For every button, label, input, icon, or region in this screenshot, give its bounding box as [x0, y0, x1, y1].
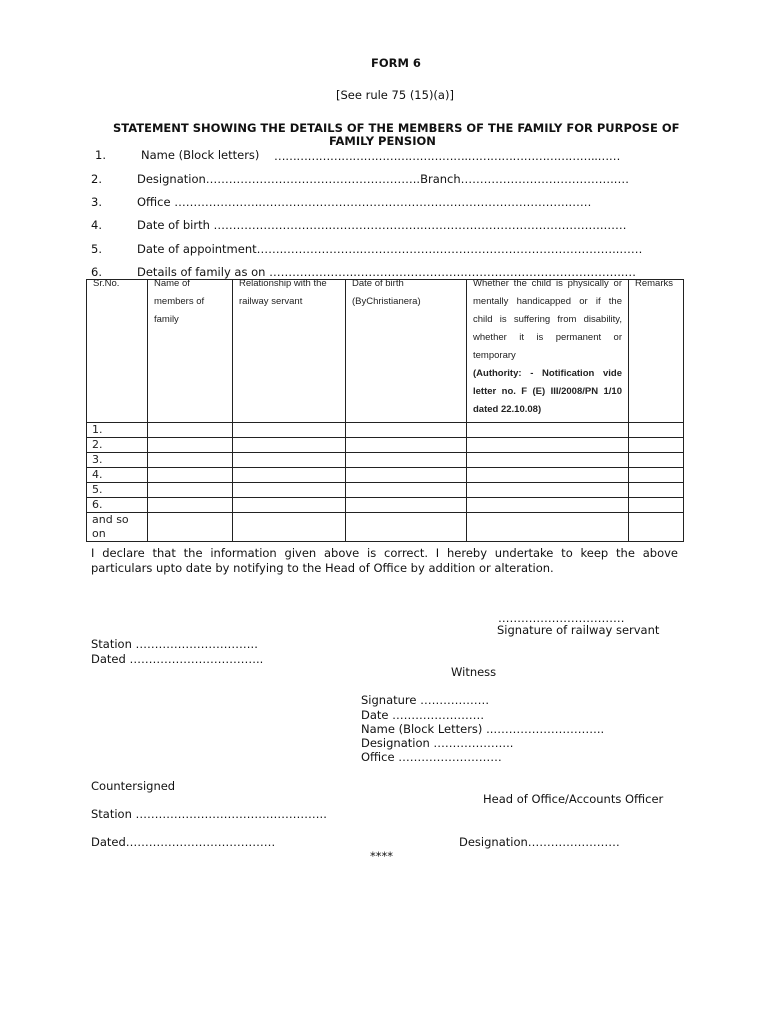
head-of-office-label: Head of Office/Accounts Officer — [483, 792, 664, 806]
row-number: 1. — [87, 423, 148, 438]
field-number: 3. — [91, 195, 102, 209]
rule-reference: [See rule 75 (15)(a)] — [336, 88, 454, 102]
cell-disability[interactable] — [467, 453, 629, 468]
field-number: 6. — [91, 265, 102, 279]
family-details-table — [86, 279, 684, 542]
countersigned-label: Countersigned — [91, 779, 176, 793]
witness-designation-field[interactable]: Designation ………………... — [361, 736, 514, 750]
row-number: 5. — [87, 483, 148, 498]
cell-relationship[interactable] — [233, 483, 346, 498]
field-label-office[interactable]: Office …………………..……………………………………………………………………..…… — [137, 195, 592, 209]
cell-name[interactable] — [148, 498, 233, 513]
station-field[interactable]: Station ………………………….. — [91, 637, 258, 651]
witness-signature-field[interactable]: Signature ……………… — [361, 693, 490, 707]
field-label-date-of-birth[interactable]: Date of birth …………………………..…………………..………………………………………..…… — [137, 218, 627, 232]
header-date-of-birth: Date of birth (ByChristianera) — [346, 280, 467, 423]
witness-date-field[interactable]: Date …………………… — [361, 708, 485, 722]
cell-name[interactable] — [148, 513, 233, 542]
cell-relationship[interactable] — [233, 423, 346, 438]
table-row — [87, 483, 684, 498]
cell-relationship[interactable] — [233, 453, 346, 468]
witness-heading: Witness — [451, 665, 497, 679]
form-title: FORM 6 — [371, 56, 421, 70]
cell-dob[interactable] — [346, 468, 467, 483]
cell-disability[interactable] — [467, 513, 629, 542]
header-disability: Whether the child is physically or mentally handicapped or if the child is suffering from disability, whether it is permanent or temporary (Authority: - Notification vide letter no. F (E) III/2008/PN 1/10 dated 22.10.08) — [467, 280, 629, 423]
table-header-row — [87, 280, 684, 423]
table-row — [87, 498, 684, 513]
cell-disability[interactable] — [467, 438, 629, 453]
cell-remarks[interactable] — [629, 438, 684, 453]
header-relationship: Relationship with the railway servant — [233, 280, 346, 423]
header-srno: Sr.No. — [87, 280, 148, 423]
row-number: 4. — [87, 468, 148, 483]
cell-name[interactable] — [148, 438, 233, 453]
cell-dob[interactable] — [346, 498, 467, 513]
cell-disability[interactable] — [467, 468, 629, 483]
cell-dob[interactable] — [346, 483, 467, 498]
field-number: 4. — [91, 218, 102, 232]
cell-name[interactable] — [148, 453, 233, 468]
cell-remarks[interactable] — [629, 423, 684, 438]
cell-disability[interactable] — [467, 483, 629, 498]
cell-disability[interactable] — [467, 498, 629, 513]
cell-relationship[interactable] — [233, 498, 346, 513]
table-row — [87, 438, 684, 453]
cell-dob[interactable] — [346, 453, 467, 468]
cell-remarks[interactable] — [629, 498, 684, 513]
cell-dob[interactable] — [346, 438, 467, 453]
row-number: 6. — [87, 498, 148, 513]
cell-relationship[interactable] — [233, 468, 346, 483]
signature-label: Signature of railway servant — [497, 623, 660, 637]
witness-office-field[interactable]: Office ……………………… — [361, 750, 502, 764]
field-dots-name[interactable]: …………………………………………….……………………………..…… — [274, 149, 621, 163]
header-name: Name of members of family — [148, 280, 233, 423]
countersign-dated-field[interactable]: Dated………………………………… — [91, 835, 276, 849]
cell-relationship[interactable] — [233, 513, 346, 542]
field-label-designation[interactable]: Designation………………………………………………..Branch…………………………………..… — [137, 172, 629, 186]
field-label-date-of-appointment[interactable]: Date of appointment……..………………..………………..………………………………………..…… — [137, 242, 643, 256]
cell-name[interactable] — [148, 483, 233, 498]
cell-dob[interactable] — [346, 423, 467, 438]
countersign-station-field[interactable]: Station ………………………………………….. — [91, 807, 327, 821]
cell-disability[interactable] — [467, 423, 629, 438]
countersign-designation-field[interactable]: Designation…………………… — [459, 835, 620, 849]
signature-dots[interactable]: …………………………… — [498, 611, 625, 625]
field-label-details-of-family[interactable]: Details of family as on …………………..………………………..…………………………………..… — [137, 265, 637, 279]
table-row — [87, 453, 684, 468]
row-number: 2. — [87, 438, 148, 453]
field-number: 2. — [91, 172, 102, 186]
end-stars: **** — [370, 849, 393, 863]
field-number: 5. — [91, 242, 102, 256]
cell-remarks[interactable] — [629, 468, 684, 483]
cell-relationship[interactable] — [233, 438, 346, 453]
cell-name[interactable] — [148, 468, 233, 483]
declaration-text: I declare that the information given above is correct. I hereby undertake to keep the above particulars upto date by notifying to the Head of Office by addition or alteration. — [91, 546, 678, 575]
cell-dob[interactable] — [346, 513, 467, 542]
row-number: 3. — [87, 453, 148, 468]
cell-name[interactable] — [148, 423, 233, 438]
table-row — [87, 468, 684, 483]
statement-heading-line2: FAMILY PENSION — [329, 134, 436, 148]
table-row — [87, 423, 684, 438]
table-row — [87, 513, 684, 542]
field-label-name: Name (Block letters) — [141, 148, 260, 162]
field-number: 1. — [95, 148, 106, 162]
row-number: and so on — [87, 513, 148, 542]
cell-remarks[interactable] — [629, 513, 684, 542]
cell-remarks[interactable] — [629, 453, 684, 468]
witness-name-field[interactable]: Name (Block Letters) ..……………………….. — [361, 722, 605, 736]
cell-remarks[interactable] — [629, 483, 684, 498]
statement-heading-line1: STATEMENT SHOWING THE DETAILS OF THE MEMBERS OF THE FAMILY FOR PURPOSE OF — [113, 121, 680, 135]
header-remarks: Remarks — [629, 280, 684, 423]
dated-field[interactable]: Dated …………………………….. — [91, 652, 264, 666]
authority-note: (Authority: - Notification vide — [473, 368, 622, 379]
